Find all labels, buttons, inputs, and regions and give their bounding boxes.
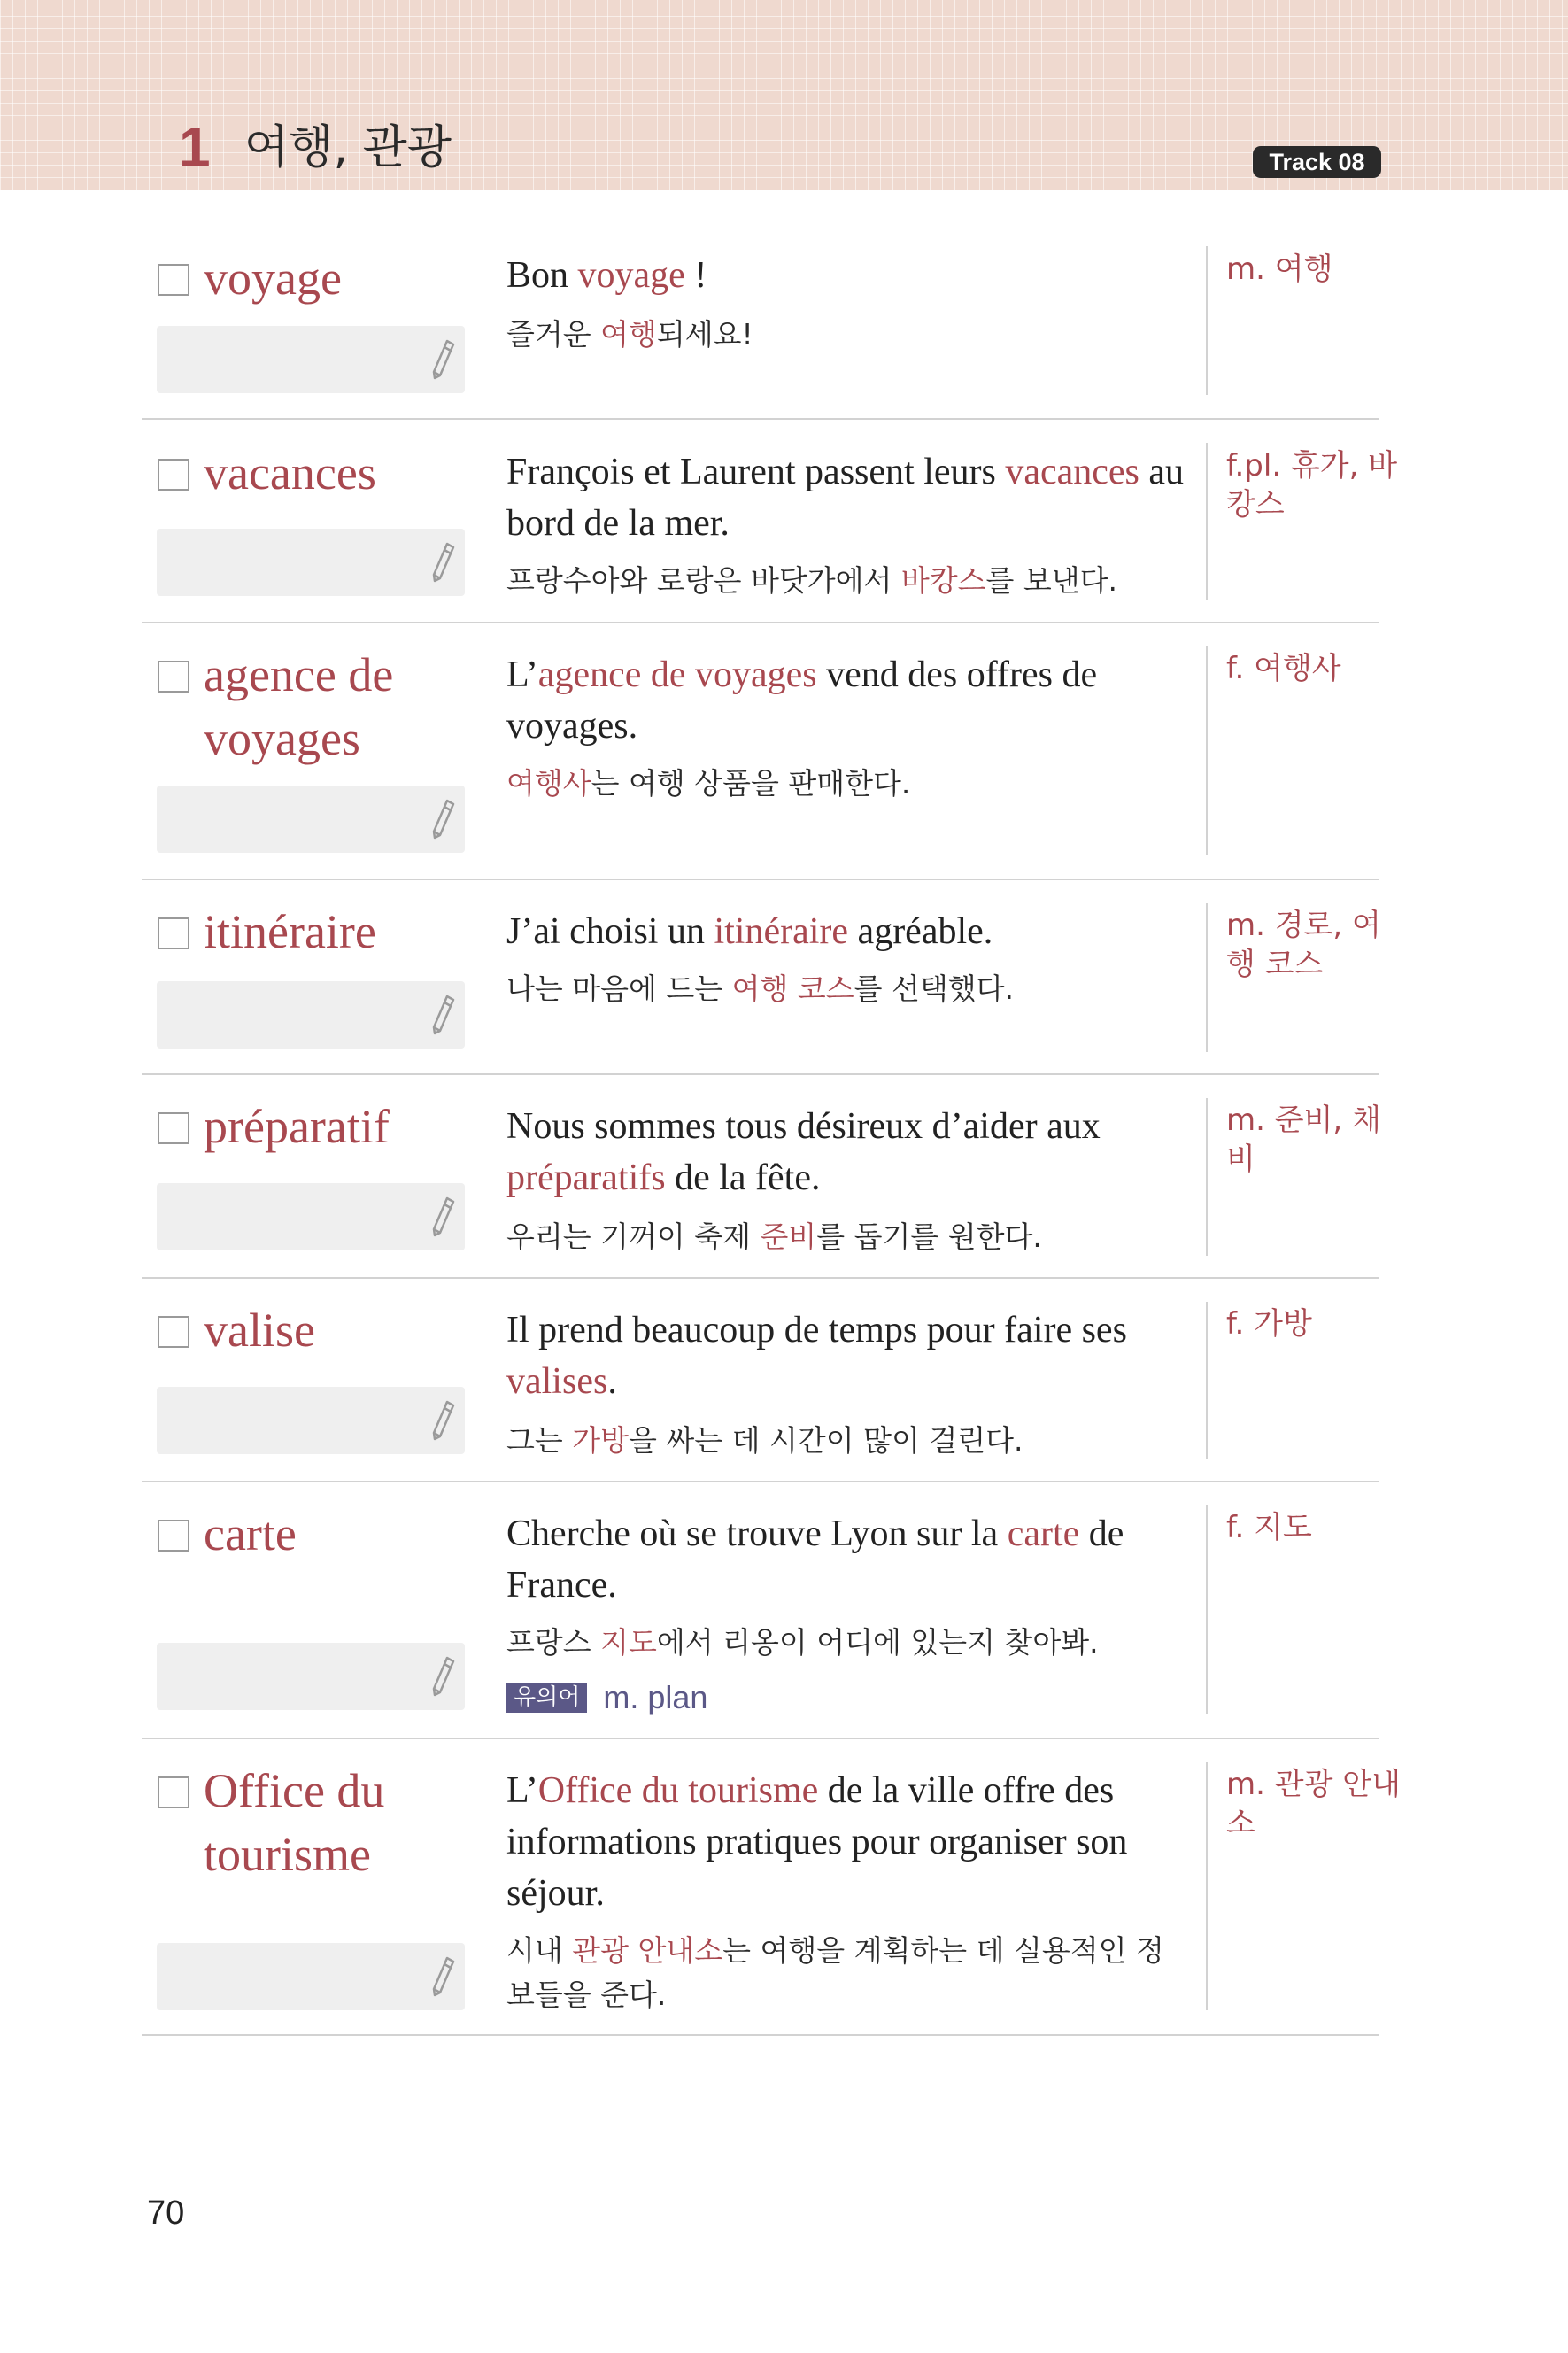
vocab-word: préparatif <box>204 1100 390 1153</box>
highlighted-term: 바캉스 <box>900 563 986 598</box>
sentence-segment: 를 돕기를 원한다. <box>816 1219 1042 1254</box>
sentence-segment: agréable. <box>848 911 993 952</box>
highlighted-term: Office du tourisme <box>537 1770 819 1811</box>
column-separator <box>1206 903 1208 1052</box>
entry-divider <box>142 1073 1379 1075</box>
highlighted-term: 준비 <box>760 1219 817 1254</box>
sentence-segment: L’ <box>506 1770 538 1811</box>
pencil-icon <box>429 1399 456 1442</box>
sentence-segment: 을 싸는 데 시간이 많이 걸린다. <box>629 1423 1023 1458</box>
page-number: 70 <box>147 2194 185 2232</box>
vocab-word: agence de voyages <box>204 648 394 765</box>
sentence-segment: 프랑수아와 로랑은 바닷가에서 <box>506 563 901 598</box>
sentence-segment: 되세요! <box>656 317 753 352</box>
writing-practice-field[interactable] <box>157 786 465 853</box>
highlighted-term: 지도 <box>600 1625 657 1660</box>
pencil-icon <box>429 798 456 840</box>
korean-meaning: m. 여행 <box>1226 252 1333 287</box>
highlighted-term: itinéraire <box>714 911 849 952</box>
korean-meaning: m. 준비, 채비 <box>1226 1103 1381 1177</box>
french-example <box>506 446 1188 549</box>
sentence-segment: . <box>607 1361 617 1402</box>
korean-translation <box>506 559 1188 603</box>
column-separator <box>1206 443 1208 600</box>
checkbox-vacances[interactable] <box>158 459 189 491</box>
sentence-segment: 는 여행을 계획하는 데 실용적인 정보들을 준다. <box>506 1933 1164 2012</box>
sentence-segment: 를 보낸다. <box>985 563 1118 598</box>
highlighted-term: carte <box>1007 1513 1080 1554</box>
korean-meaning: f. 가방 <box>1226 1306 1312 1342</box>
vocab-word: itinéraire <box>204 905 376 958</box>
korean-translation <box>506 762 1188 806</box>
korean-translation <box>506 1621 1188 1665</box>
sentence-segment: Il prend beaucoup de temps pour faire ses <box>506 1310 1127 1351</box>
sentence-segment: 를 선택했다. <box>854 971 1015 1006</box>
highlighted-term: agence de voyages <box>537 654 817 695</box>
sentence-segment: vend des offres de voyages. <box>506 654 1098 747</box>
entry-divider <box>142 622 1379 623</box>
sentence-segment: 우리는 기꺼이 축제 <box>506 1219 761 1254</box>
entry-divider <box>142 1277 1379 1279</box>
sentence-segment: François et Laurent passent leurs <box>506 452 1006 492</box>
korean-translation <box>506 1929 1188 2017</box>
sentence-segment: J’ai choisi un <box>506 911 714 952</box>
korean-translation <box>506 967 1188 1011</box>
highlighted-term: 여행 코스 <box>731 971 854 1006</box>
vocab-word: voyage <box>204 252 342 305</box>
korean-translation <box>506 313 1188 357</box>
checkbox-carte[interactable] <box>158 1520 189 1552</box>
highlighted-term: vacances <box>1005 452 1139 492</box>
french-example <box>506 1765 1188 1919</box>
highlighted-term: 여행 <box>600 317 657 352</box>
highlighted-term: 여행사 <box>506 766 591 801</box>
entry-divider <box>142 879 1379 880</box>
checkbox-valise[interactable] <box>158 1316 189 1348</box>
sentence-segment: Bon <box>506 255 578 296</box>
sentence-segment: L’ <box>506 654 538 695</box>
checkbox-itineraire[interactable] <box>158 917 189 949</box>
sentence-segment: 시내 <box>506 1933 573 1968</box>
writing-practice-field[interactable] <box>157 529 465 596</box>
sentence-segment: 그는 <box>506 1423 573 1458</box>
pencil-icon <box>429 994 456 1036</box>
sentence-segment: Nous sommes tous désireux d’aider aux <box>506 1106 1101 1147</box>
korean-translation <box>506 1419 1188 1463</box>
sentence-segment: ! <box>684 255 707 296</box>
vocab-word: valise <box>204 1304 315 1357</box>
column-separator <box>1206 646 1208 855</box>
korean-translation <box>506 1215 1188 1259</box>
sentence-segment: de la fête. <box>665 1157 821 1198</box>
korean-meaning: m. 경로, 여행 코스 <box>1226 908 1381 982</box>
pencil-icon <box>429 1655 456 1698</box>
writing-practice-field[interactable] <box>157 1183 465 1250</box>
checkbox-office-du-tourisme[interactable] <box>158 1776 189 1808</box>
column-separator <box>1206 1302 1208 1459</box>
checkbox-preparatif[interactable] <box>158 1112 189 1144</box>
highlighted-term: 관광 안내소 <box>572 1933 723 1968</box>
writing-practice-field[interactable] <box>157 1943 465 2010</box>
vocab-word: Office du tourisme <box>204 1764 385 1881</box>
sentence-segment: Cherche où se trouve Lyon sur la <box>506 1513 1008 1554</box>
vocab-word: vacances <box>204 446 376 499</box>
writing-practice-field[interactable] <box>157 981 465 1049</box>
checkbox-voyage[interactable] <box>158 264 189 296</box>
column-separator <box>1206 1098 1208 1256</box>
pencil-icon <box>429 541 456 584</box>
writing-practice-field[interactable] <box>157 326 465 393</box>
french-example <box>506 250 1188 301</box>
sentence-segment: au bord de la mer. <box>506 452 1185 544</box>
highlighted-term: 가방 <box>572 1423 630 1458</box>
french-example <box>506 1101 1188 1204</box>
french-example <box>506 906 1188 957</box>
korean-meaning: f. 지도 <box>1226 1510 1312 1545</box>
pencil-icon <box>429 1196 456 1238</box>
chapter-header <box>0 0 1568 190</box>
vocab-word: carte <box>204 1507 297 1560</box>
synonym-text: m. plan <box>603 1678 708 1715</box>
sentence-segment: 프랑스 <box>506 1625 601 1660</box>
sentence-segment: de France. <box>506 1513 1124 1606</box>
column-separator <box>1206 1762 1208 2010</box>
track-badge[interactable]: Track 08 <box>1253 146 1381 178</box>
french-example <box>506 649 1188 752</box>
pencil-icon <box>429 338 456 381</box>
highlighted-term: préparatifs <box>506 1157 666 1198</box>
column-separator <box>1206 1505 1208 1714</box>
pencil-icon <box>429 1955 456 1998</box>
entry-divider <box>142 418 1379 420</box>
synonym-badge: 유의어 <box>506 1683 587 1713</box>
korean-meaning: f.pl. 휴가, 바캉스 <box>1226 448 1398 522</box>
entry-divider <box>142 1738 1379 1739</box>
column-separator <box>1206 246 1208 395</box>
korean-meaning: m. 관광 안내소 <box>1226 1767 1401 1841</box>
writing-practice-field[interactable] <box>157 1643 465 1710</box>
highlighted-term: valises <box>506 1361 608 1402</box>
sentence-segment: 는 여행 상품을 판매한다. <box>591 766 911 801</box>
french-example <box>506 1304 1188 1407</box>
sentence-segment: 에서 리옹이 어디에 있는지 찾아봐. <box>656 1625 1099 1660</box>
korean-meaning: f. 여행사 <box>1226 651 1341 686</box>
french-example <box>506 1508 1188 1611</box>
entry-divider <box>142 2034 1379 2036</box>
writing-practice-field[interactable] <box>157 1387 465 1454</box>
sentence-segment: 즐거운 <box>506 317 601 352</box>
entry-divider <box>142 1481 1379 1482</box>
sentence-segment: de la ville offre des informations pratiques pour organiser son séjour. <box>506 1770 1128 1914</box>
highlighted-term: voyage <box>577 255 685 296</box>
chapter-title: 여행, 관광 <box>244 121 452 174</box>
sentence-segment: 나는 마음에 드는 <box>506 971 732 1006</box>
chapter-number: 1 <box>179 115 211 179</box>
synonym-line <box>506 1676 707 1717</box>
checkbox-agence-de-voyages[interactable] <box>158 661 189 693</box>
